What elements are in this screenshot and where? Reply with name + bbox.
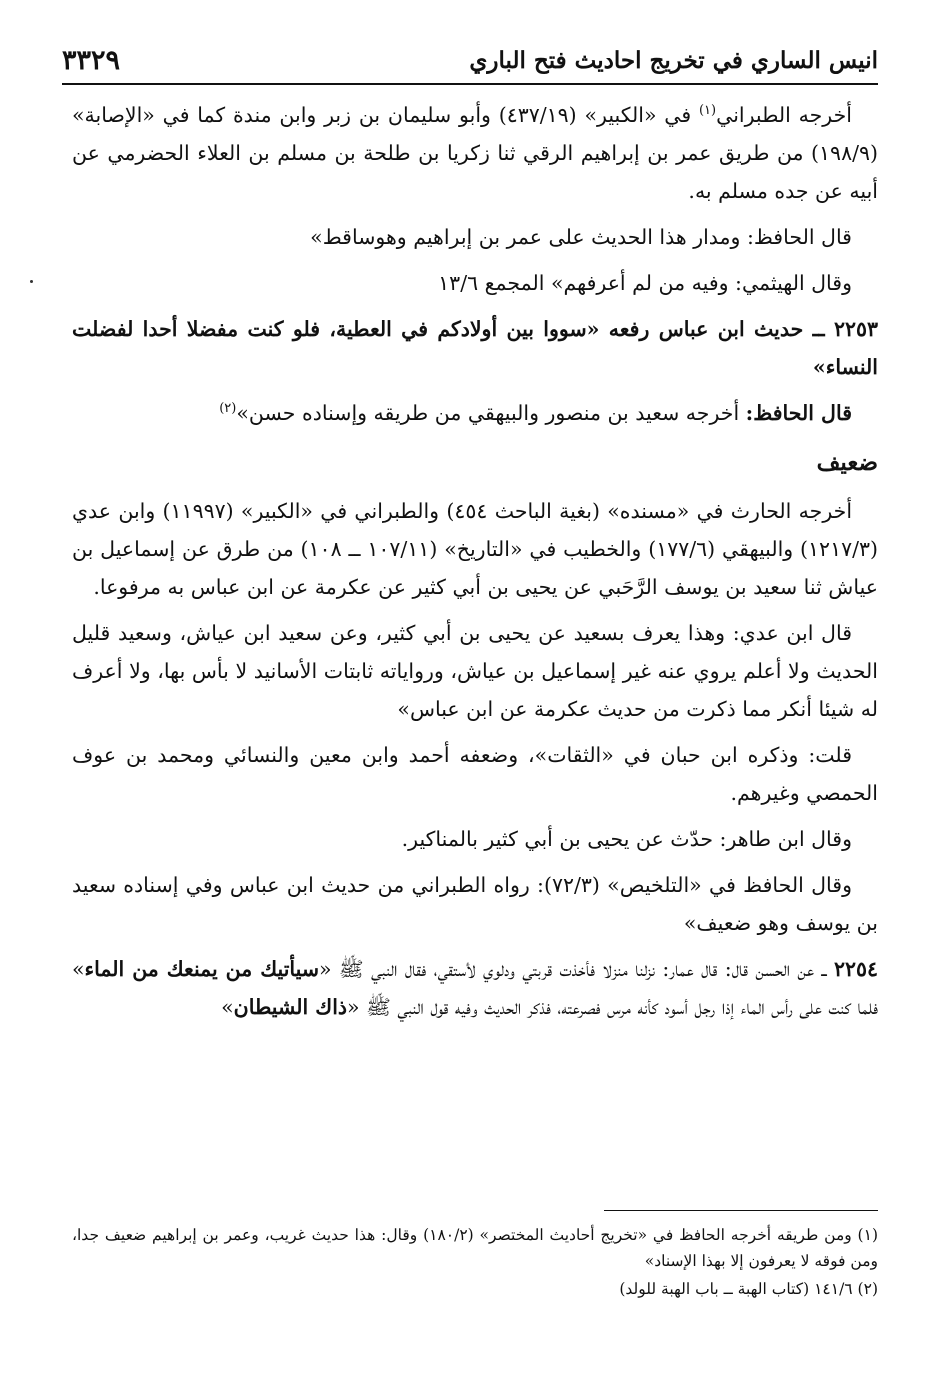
paragraph-ibn-tahir: وقال ابن طاهر: حدّث عن يحيى بن أبي كثير بالمناكير. — [401, 827, 852, 851]
text-run: ــ حديث ابن عباس رفعه « — [586, 317, 834, 341]
paragraph-takhrij-harith: أخرجه الحارث في «مسنده» (بغية الباحث ٤٥٤) والطبراني في «الكبير» (١١٩٩٧) وابن عدي (١٢١٧/٣) والبيهقي (١٧٧/٦) والخطيب في «التاريخ» (١٠٧/١١ ــ ١٠٨) من طرق عن إسماعيل بن عياش ثنا سعيد بن يوسف الرَّحَبي عن يحيى بن أبي كثير عن عكرمة عن ابن عباس به مرفوعا. — [72, 499, 879, 599]
footnotes — [72, 1222, 878, 1304]
speaker-label: قال الحافظ: — [745, 401, 852, 425]
text-run: » فلما كنت على رأس الماء إذا رجل أسود كأنه مرس فصرعته، فذكر الحديث وفيه قول النبي ﷺ « — [72, 957, 878, 1019]
text-run: » — [221, 995, 234, 1019]
text-run: ــ عن الحسن قال: قال عمار: نزلنا منزلا فأخذت قربتي ودلوي لأستقي، فقال النبي ﷺ « — [319, 957, 834, 981]
hadith-number: ٢٢٥٣ — [833, 317, 878, 341]
paragraph-hafiz-verdict — [72, 394, 878, 432]
paragraph-takhrij-tabarani — [72, 96, 878, 210]
paragraph-qultu: قلت: وذكره ابن حبان في «الثقات»، وضعفه أحمد وابن معين والنسائي ومحمد بن عوف الحمصي وغيرهم. — [72, 743, 878, 805]
text-run: أخرجه سعيد بن منصور والبيهقي من طريقه وإسناده حسن» — [236, 401, 746, 425]
hadith-2253 — [72, 310, 878, 386]
hadith-matn: سووا بين أولادكم في العطية، فلو كنت مفضلا أحدا لفضلت النساء — [72, 317, 878, 379]
page-header — [62, 38, 878, 82]
paragraph-talkhis: وقال الحافظ في «التلخيص» (٧٢/٣): رواه الطبراني من حديث ابن عباس وفي إسناده سعيد بن يوسف وهو ضعيف» — [72, 873, 878, 935]
running-title: انيس الساري في تخريج احاديث فتح الباري — [469, 46, 878, 74]
text-run: في «الكبير» (٤٣٧/١٩) وأبو سليمان بن زبر وابن مندة كما في «الإصابة» (١٩٨/٩) من طريق عمر بن إبراهيم الرقي ثنا زكريا بن طلحة بن مسلم بن العلاء الحضرمي عن أبيه عن جده مسلم به. — [72, 103, 878, 203]
footnote-1: (١) ومن طريقه أخرجه الحافظ في «تخريج أحاديث المختصر» (١٨٠/٢) وقال: هذا حديث غريب، وعمر بن إبراهيم ضعيف جدا، ومن فوقه لا يعرفون إلا بهذا الإسناد» — [72, 1226, 878, 1270]
hadith-matn: سيأتيك من يمنعك من الماء — [84, 957, 320, 981]
text-run: » — [812, 355, 826, 379]
footnote-rule — [604, 1210, 878, 1211]
page-number: ٣٣٢٩ — [62, 44, 121, 76]
paragraph-ibn-adi: قال ابن عدي: وهذا يعرف بسعيد عن يحيى بن أبي كثير، وعن سعيد ابن عياش، وسعيد قليل الحديث ولا أعلم يروي عنه غير إسماعيل بن عياش، ورواياته ثابتات الأسانيد لا بأس بها، ولا أعرف له شيئا أنكر مما ذكرت من حديث عكرمة عن ابن عباس» — [72, 621, 878, 721]
stray-dot — [30, 280, 33, 283]
footnote-2: (٢) ١٤١/٦ (كتاب الهبة ــ باب الهبة للولد) — [619, 1280, 878, 1298]
text-run: أخرجه الطبراني — [716, 103, 852, 127]
footnote-ref-1[interactable]: (١) — [698, 103, 717, 119]
hadith-2254 — [72, 950, 878, 1026]
header-rule — [62, 83, 878, 85]
paragraph-haythami-quote: وقال الهيثمي: وفيه من لم أعرفهم» المجمع ١٣/٦ — [438, 271, 852, 295]
hadith-number: ٢٢٥٤ — [833, 957, 878, 981]
main-text — [72, 96, 878, 1034]
paragraph-hafiz-quote: قال الحافظ: ومدار هذا الحديث على عمر بن إبراهيم وهوساقط» — [310, 225, 852, 249]
footnote-ref-2[interactable]: (٢) — [219, 401, 237, 417]
hadith-matn: ذاك الشيطان — [233, 995, 348, 1019]
grade-heading: ضعيف — [816, 449, 878, 476]
